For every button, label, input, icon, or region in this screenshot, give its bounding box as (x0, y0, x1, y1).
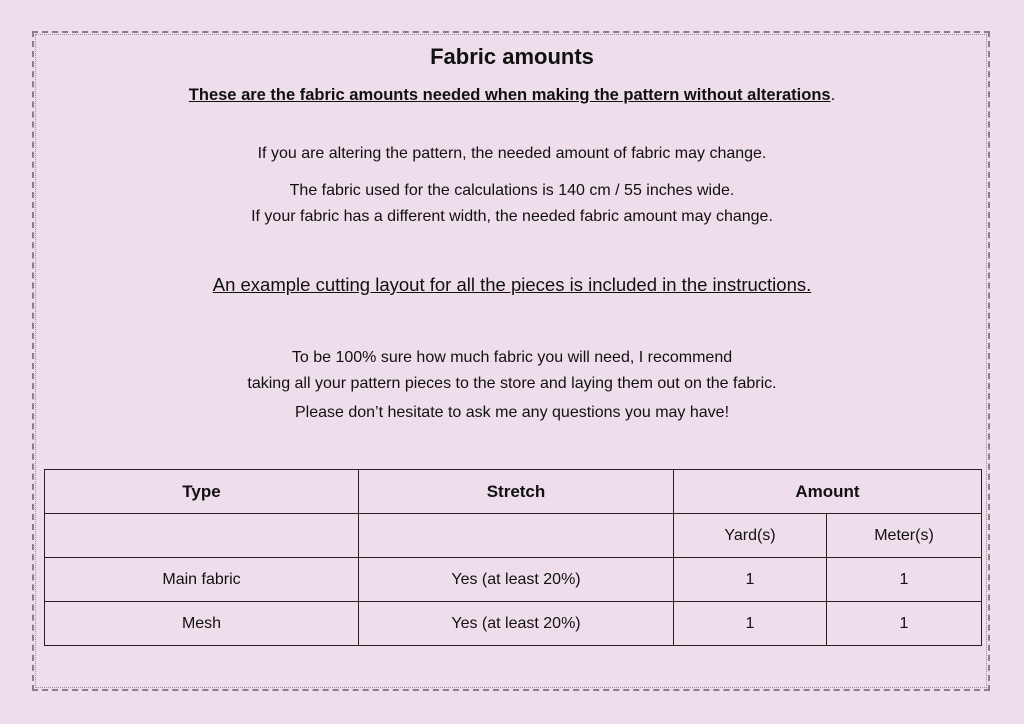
subheader-yards: Yard(s) (674, 514, 827, 558)
table-header-row (45, 470, 982, 514)
store-recommendation (0, 345, 1024, 397)
subtitle (0, 86, 1024, 105)
cell-yards: 1 (674, 558, 827, 602)
cell-type: Main fabric (45, 558, 359, 602)
cell-meters: 1 (827, 602, 982, 646)
cell-yards: 1 (674, 602, 827, 646)
cell-stretch: Yes (at least 20%) (359, 602, 674, 646)
subtitle-tail: . (830, 86, 836, 104)
subtitle-underlined: These are the fabric amounts needed when making the pattern without alterations (188, 86, 831, 104)
questions-note: Please don’t hesitate to ask me any questions you may have! (294, 404, 730, 421)
subheader-empty-type (45, 514, 359, 558)
table-row (45, 558, 982, 602)
store-line-2: taking all your pattern pieces to the store and laying them out on the fabric. (247, 375, 777, 392)
subheader-empty-stretch (359, 514, 674, 558)
store-line-1: To be 100% sure how much fabric you will need, I recommend (291, 349, 733, 366)
cell-type: Mesh (45, 602, 359, 646)
header-type: Type (45, 470, 359, 514)
fabric-width-note (0, 178, 1024, 230)
table-row (45, 602, 982, 646)
cutting-layout-note: An example cutting layout for all the pieces is included in the instructions. (212, 274, 812, 295)
subheader-meters: Meter(s) (827, 514, 982, 558)
cell-meters: 1 (827, 558, 982, 602)
fabric-amounts-table (44, 469, 982, 646)
fabric-width-line-2: If your fabric has a different width, the needed fabric amount may change. (251, 208, 773, 225)
table-subheader-row (45, 514, 982, 558)
header-stretch: Stretch (359, 470, 674, 514)
fabric-width-line-1: The fabric used for the calculations is 140 cm / 55 inches wide. (289, 182, 735, 199)
altering-note: If you are altering the pattern, the needed amount of fabric may change. (257, 145, 767, 162)
page-title: Fabric amounts (430, 44, 594, 69)
cell-stretch: Yes (at least 20%) (359, 558, 674, 602)
header-amount: Amount (674, 470, 982, 514)
